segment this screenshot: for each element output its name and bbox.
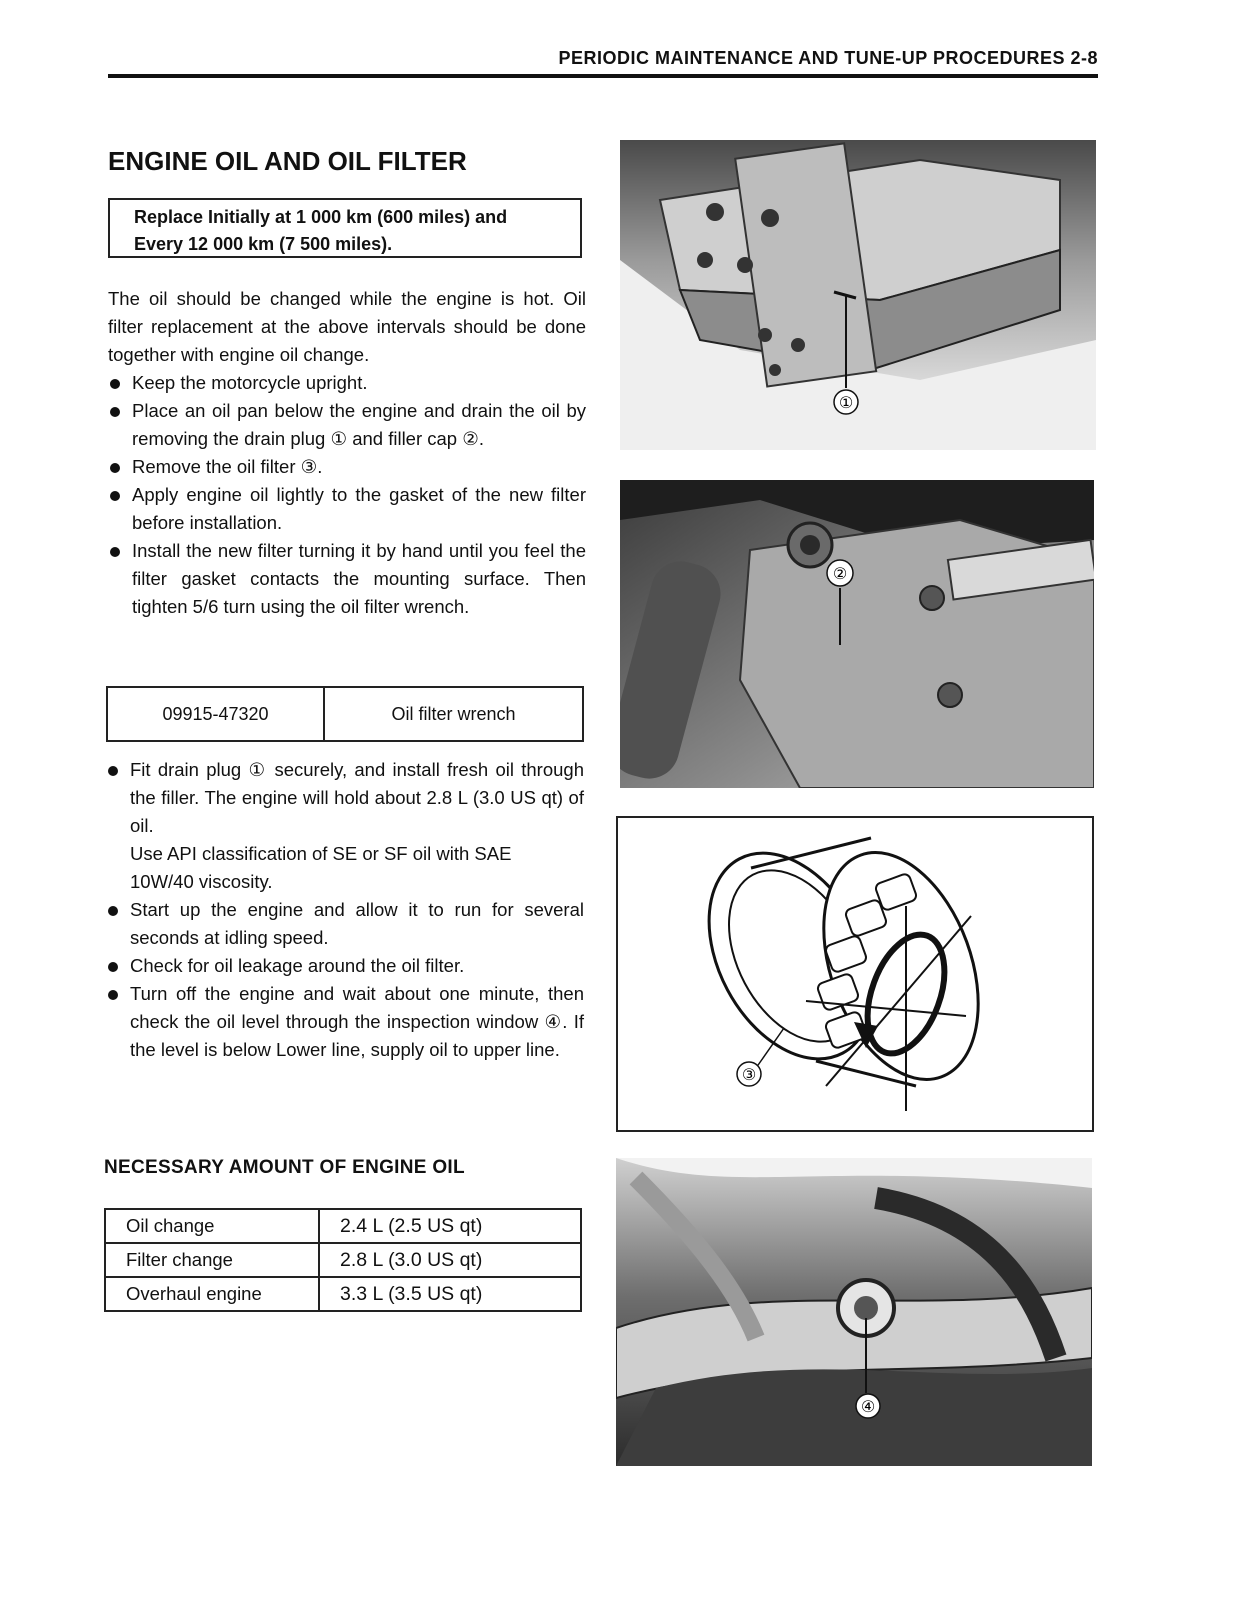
list-item: Remove the oil filter ③. bbox=[108, 453, 586, 481]
interval-box bbox=[108, 198, 582, 258]
table-row bbox=[105, 1277, 581, 1311]
api-note-line-2: 10W/40 viscosity. bbox=[130, 871, 273, 892]
inspection-window-photo bbox=[616, 1158, 1092, 1466]
list-item: Turn off the engine and wait about one minute, then check the oil level through the inspection window ④. If the level is below Lower line, supply oil to upper line. bbox=[106, 980, 584, 1064]
list-item: Keep the motorcycle upright. bbox=[108, 369, 586, 397]
list-item: Apply engine oil lightly to the gasket of the new filter before installation. bbox=[108, 481, 586, 537]
amount-value: 2.4 L (2.5 US qt) bbox=[319, 1209, 581, 1243]
step-text: Fit drain plug ① securely, and install fresh oil through the filler. The engine will hold about 2.8 L (3.0 US qt) of oil. bbox=[130, 759, 584, 836]
instructions-a bbox=[108, 285, 586, 621]
list-item bbox=[106, 756, 584, 896]
table-row bbox=[107, 687, 583, 741]
list-item: Start up the engine and allow it to run for several seconds at idling speed. bbox=[106, 896, 584, 952]
drain-plug-photo bbox=[620, 140, 1096, 450]
table-row bbox=[105, 1209, 581, 1243]
instructions-b bbox=[106, 756, 584, 1064]
callout-3: ③ bbox=[741, 1065, 757, 1084]
callout-4: ④ bbox=[860, 1397, 876, 1416]
tool-part-number: 09915-47320 bbox=[107, 687, 324, 741]
oil-amount-title: NECESSARY AMOUNT OF ENGINE OIL bbox=[104, 1157, 465, 1178]
callout-1: ① bbox=[838, 393, 854, 412]
tool-name: Oil filter wrench bbox=[324, 687, 583, 741]
page-header: PERIODIC MAINTENANCE AND TUNE-UP PROCEDURES 2-8 bbox=[558, 48, 1098, 68]
interval-line-2: Every 12 000 km (7 500 miles). bbox=[134, 234, 393, 254]
list-item: Place an oil pan below the engine and drain the oil by removing the drain plug ① and filler cap ②. bbox=[108, 397, 586, 453]
amount-label: Overhaul engine bbox=[105, 1277, 319, 1311]
intro-paragraph: The oil should be changed while the engine is hot. Oil filter replacement at the above intervals should be done together with engine oil change. bbox=[108, 288, 586, 365]
amount-label: Filter change bbox=[105, 1243, 319, 1277]
list-item: Check for oil leakage around the oil filter. bbox=[106, 952, 584, 980]
amount-value: 3.3 L (3.5 US qt) bbox=[319, 1277, 581, 1311]
amount-value: 2.8 L (3.0 US qt) bbox=[319, 1243, 581, 1277]
callout-2: ② bbox=[832, 564, 848, 583]
table-row bbox=[105, 1243, 581, 1277]
oil-amount-table bbox=[104, 1208, 582, 1312]
oil-filter-diagram bbox=[616, 816, 1094, 1132]
interval-line-1: Replace Initially at 1 000 km (600 miles) and bbox=[134, 207, 508, 227]
special-tool-table bbox=[106, 686, 584, 742]
header-rule bbox=[108, 74, 1098, 78]
amount-label: Oil change bbox=[105, 1209, 319, 1243]
api-note-line-1: Use API classification of SE or SF oil with SAE bbox=[130, 843, 512, 864]
section-title: ENGINE OIL AND OIL FILTER bbox=[108, 146, 467, 176]
list-item: Install the new filter turning it by hand until you feel the filter gasket contacts the mounting surface. Then tighten 5/6 turn using the oil filter wrench. bbox=[108, 537, 586, 621]
steps-list-a bbox=[108, 369, 586, 621]
filler-cap-photo bbox=[620, 480, 1094, 788]
steps-list-b bbox=[106, 756, 584, 1064]
